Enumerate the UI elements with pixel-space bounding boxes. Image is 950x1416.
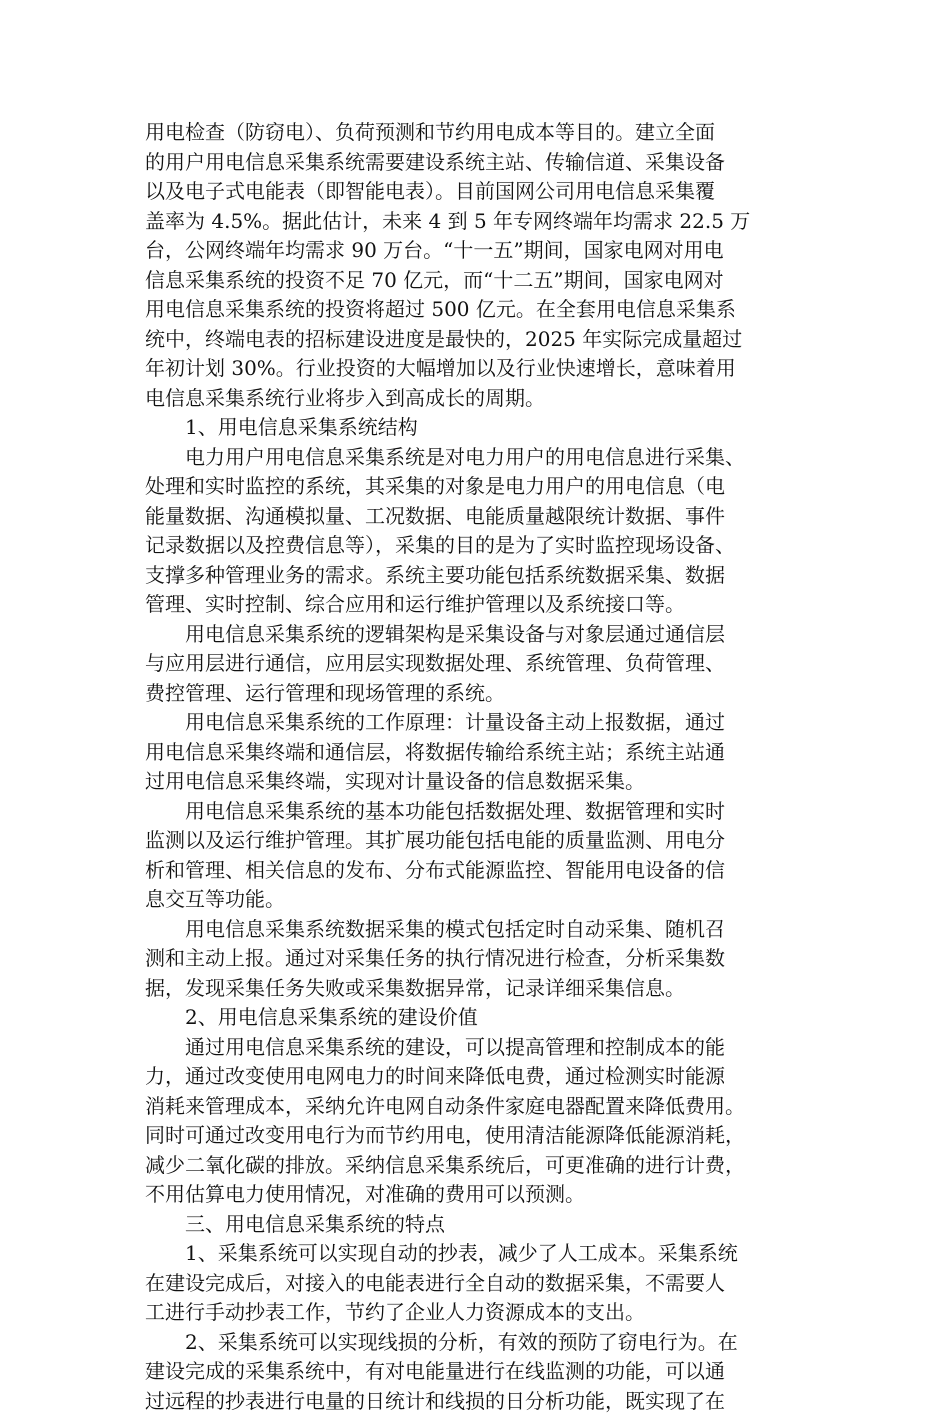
text-line: 用电信息采集系统的投资将超过 500 亿元。在全套用电信息采集系 xyxy=(145,295,810,325)
text-line: 电力用户用电信息采集系统是对电力用户的用电信息进行采集、 xyxy=(145,443,810,473)
text-line: 2、用电信息采集系统的建设价值 xyxy=(145,1003,810,1033)
text-line: 过远程的抄表进行电量的日统计和线损的日分析功能，既实现了在 xyxy=(145,1387,810,1416)
text-line: 费控管理、运行管理和现场管理的系统。 xyxy=(145,679,810,709)
text-line: 消耗来管理成本，采纳允许电网自动条件家庭电器配置来降低费用。 xyxy=(145,1092,810,1122)
text-line: 处理和实时监控的系统，其采集的对象是电力用户的用电信息（电 xyxy=(145,472,810,502)
text-line: 减少二氧化碳的排放。采纳信息采集系统后，可更准确的进行计费， xyxy=(145,1151,810,1181)
text-line: 建设完成的采集系统中，有对电能量进行在线监测的功能，可以通 xyxy=(145,1357,810,1387)
text-line: 不用估算电力使用情况，对准确的费用可以预测。 xyxy=(145,1180,810,1210)
text-line: 支撑多种管理业务的需求。系统主要功能包括系统数据采集、数据 xyxy=(145,561,810,591)
text-line: 据，发现采集任务失败或采集数据异常，记录详细采集信息。 xyxy=(145,974,810,1004)
text-line: 工进行手动抄表工作，节约了企业人力资源成本的支出。 xyxy=(145,1298,810,1328)
text-line: 1、采集系统可以实现自动的抄表，减少了人工成本。采集系统 xyxy=(145,1239,810,1269)
text-line: 用电信息采集系统的逻辑架构是采集设备与对象层通过通信层 xyxy=(145,620,810,650)
text-line: 盖率为 4.5%。据此估计，未来 4 到 5 年专网终端年均需求 22.5 万 xyxy=(145,207,810,237)
text-line: 记录数据以及控费信息等），采集的目的是为了实时监控现场设备、 xyxy=(145,531,810,561)
text-line: 2、采集系统可以实现线损的分析，有效的预防了窃电行为。在 xyxy=(145,1328,810,1358)
text-line: 用电信息采集系统的工作原理：计量设备主动上报数据，通过 xyxy=(145,708,810,738)
text-line: 1、用电信息采集系统结构 xyxy=(145,413,810,443)
text-line: 测和主动上报。通过对采集任务的执行情况进行检查，分析采集数 xyxy=(145,944,810,974)
text-line: 的用户用电信息采集系统需要建设系统主站、传输信道、采集设备 xyxy=(145,148,810,178)
text-line: 过用电信息采集终端，实现对计量设备的信息数据采集。 xyxy=(145,767,810,797)
text-line: 用电信息采集系统数据采集的模式包括定时自动采集、随机召 xyxy=(145,915,810,945)
text-line: 电信息采集系统行业将步入到高成长的周期。 xyxy=(145,384,810,414)
text-line: 统中，终端电表的招标建设进度是最快的，2025 年实际完成量超过 xyxy=(145,325,810,355)
text-line: 管理、实时控制、综合应用和运行维护管理以及系统接口等。 xyxy=(145,590,810,620)
body-text xyxy=(145,118,810,1416)
text-line: 力，通过改变使用电网电力的时间来降低电费，通过检测实时能源 xyxy=(145,1062,810,1092)
text-line: 监测以及运行维护管理。其扩展功能包括电能的质量监测、用电分 xyxy=(145,826,810,856)
text-line: 三、用电信息采集系统的特点 xyxy=(145,1210,810,1240)
text-line: 与应用层进行通信，应用层实现数据处理、系统管理、负荷管理、 xyxy=(145,649,810,679)
text-line: 年初计划 30%。行业投资的大幅增加以及行业快速增长，意味着用 xyxy=(145,354,810,384)
text-line: 信息采集系统的投资不足 70 亿元，而“十二五”期间，国家电网对 xyxy=(145,266,810,296)
text-line: 台，公网终端年均需求 90 万台。“十一五”期间，国家电网对用电 xyxy=(145,236,810,266)
text-line: 用电信息采集系统的基本功能包括数据处理、数据管理和实时 xyxy=(145,797,810,827)
text-line: 通过用电信息采集系统的建设，可以提高管理和控制成本的能 xyxy=(145,1033,810,1063)
text-line: 息交互等功能。 xyxy=(145,885,810,915)
text-line: 以及电子式电能表（即智能电表）。目前国网公司用电信息采集覆 xyxy=(145,177,810,207)
text-line: 同时可通过改变用电行为而节约用电，使用清洁能源降低能源消耗， xyxy=(145,1121,810,1151)
text-line: 用电信息采集终端和通信层，将数据传输给系统主站；系统主站通 xyxy=(145,738,810,768)
text-line: 能量数据、沟通模拟量、工况数据、电能质量越限统计数据、事件 xyxy=(145,502,810,532)
text-line: 用电检查（防窃电）、负荷预测和节约用电成本等目的。建立全面 xyxy=(145,118,810,148)
text-line: 在建设完成后，对接入的电能表进行全自动的数据采集，不需要人 xyxy=(145,1269,810,1299)
text-line: 析和管理、相关信息的发布、分布式能源监控、智能用电设备的信 xyxy=(145,856,810,886)
